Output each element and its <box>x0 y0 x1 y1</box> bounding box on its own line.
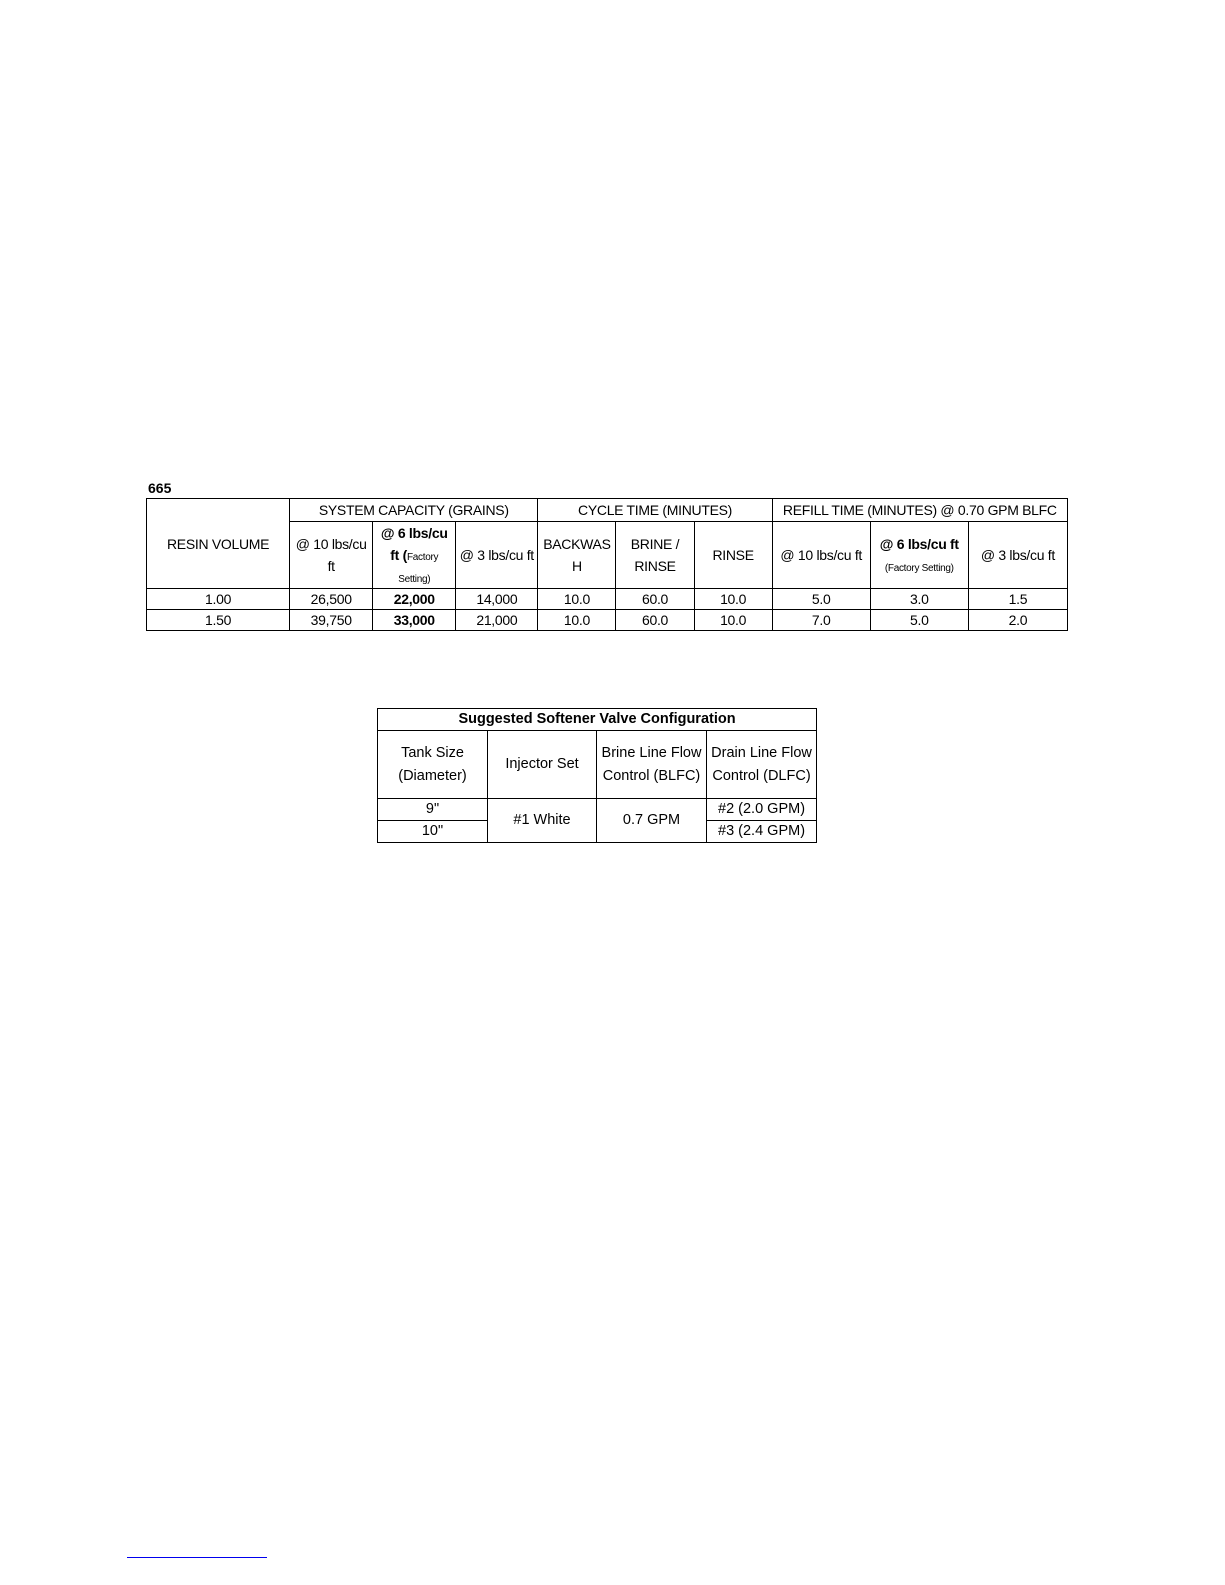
cell-rinse: 10.0 <box>694 610 772 631</box>
cell-dlfc: #3 (2.4 GPM) <box>707 821 817 843</box>
table-row <box>147 589 1068 610</box>
header-refill-3: @ 3 lbs/cu ft <box>968 522 1067 589</box>
cell-capacity-10: 39,750 <box>290 610 373 631</box>
header-rinse: RINSE <box>694 522 772 589</box>
cell-capacity-6: 22,000 <box>373 589 456 610</box>
cell-refill-3: 1.5 <box>968 589 1067 610</box>
cell-brine-rinse: 60.0 <box>616 589 694 610</box>
cell-blfc: 0.7 GPM <box>597 799 707 843</box>
header-brine-rinse: BRINE / RINSE <box>616 522 694 589</box>
table-row <box>147 610 1068 631</box>
cell-brine-rinse: 60.0 <box>616 610 694 631</box>
header-resin-volume: RESIN VOLUME <box>147 499 290 589</box>
capacity-spec-table <box>146 498 1068 631</box>
footer-link-underline[interactable] <box>127 1557 267 1558</box>
cell-tank-size: 10" <box>378 821 488 843</box>
header-refill-time: REFILL TIME (MINUTES) @ 0.70 GPM BLFC <box>772 499 1067 522</box>
header-backwash: BACKWASH <box>538 522 616 589</box>
cell-rinse: 10.0 <box>694 589 772 610</box>
header-blfc: Brine Line Flow Control (BLFC) <box>597 731 707 799</box>
header-refill-6-label: @ 6 lbs/cu ft <box>879 536 959 552</box>
cell-refill-10: 7.0 <box>772 610 870 631</box>
model-label: 665 <box>148 480 172 496</box>
cell-capacity-3: 21,000 <box>456 610 538 631</box>
cell-resin: 1.00 <box>147 589 290 610</box>
header-injector-set: Injector Set <box>488 731 597 799</box>
header-refill-6-note: Factory Setting <box>887 563 951 574</box>
header-refill-10: @ 10 lbs/cu ft <box>772 522 870 589</box>
cell-refill-6: 3.0 <box>870 589 968 610</box>
header-capacity-6-label: @ 6 lbs/cu ft <box>380 525 448 563</box>
cell-refill-3: 2.0 <box>968 610 1067 631</box>
table-row <box>378 799 817 821</box>
cell-refill-6: 5.0 <box>870 610 968 631</box>
cell-dlfc: #2 (2.0 GPM) <box>707 799 817 821</box>
cell-backwash: 10.0 <box>538 589 616 610</box>
config-table-title: Suggested Softener Valve Configuration <box>378 709 817 731</box>
header-system-capacity: SYSTEM CAPACITY (GRAINS) <box>290 499 538 522</box>
cell-refill-10: 5.0 <box>772 589 870 610</box>
header-refill-6: @ 6 lbs/cu ft (Factory Setting) <box>870 522 968 589</box>
cell-backwash: 10.0 <box>538 610 616 631</box>
header-capacity-3: @ 3 lbs/cu ft <box>456 522 538 589</box>
header-capacity-6: @ 6 lbs/cu ft (Factory Setting) <box>373 522 456 589</box>
cell-tank-size: 9" <box>378 799 488 821</box>
cell-capacity-10: 26,500 <box>290 589 373 610</box>
cell-injector-set: #1 White <box>488 799 597 843</box>
cell-capacity-6: 33,000 <box>373 610 456 631</box>
valve-config-table <box>377 708 817 843</box>
header-capacity-10: @ 10 lbs/cu ft <box>290 522 373 589</box>
cell-capacity-3: 14,000 <box>456 589 538 610</box>
header-capacity-6-note: Factory Setting <box>398 552 439 585</box>
header-tank-size: Tank Size (Diameter) <box>378 731 488 799</box>
header-cycle-time: CYCLE TIME (MINUTES) <box>538 499 772 522</box>
cell-resin: 1.50 <box>147 610 290 631</box>
header-dlfc: Drain Line Flow Control (DLFC) <box>707 731 817 799</box>
